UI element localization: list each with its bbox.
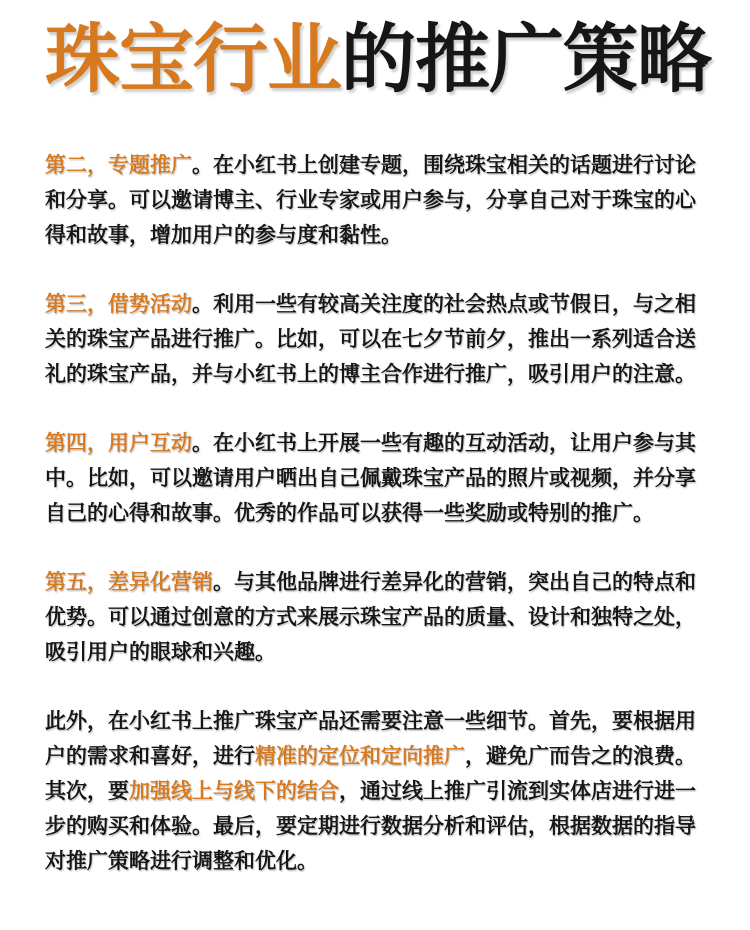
paragraphs bbox=[45, 148, 705, 879]
text-segment: 。与其他品牌进行差异化的营销，突出自己的特点和优势。可以通过创意的方式来展示珠宝产品的质量、设计和独特之处，吸引用户的眼球和兴趣。 bbox=[45, 571, 696, 665]
text-segment: 。利用一些有较高关注度的社会热点或节假日，与之相关的珠宝产品进行推广。比如，可以在七夕节前夕，推出一系列适合送礼的珠宝产品，并与小红书上的博主合作进行推广，吸引用户的注意。 bbox=[45, 293, 696, 387]
accent-text-segment: 加强线上与线下的结合 bbox=[129, 780, 339, 804]
accent-text-segment: 精准的定位和定向推广 bbox=[255, 745, 465, 769]
accent-text-segment: 第三，借势活动 bbox=[45, 293, 192, 317]
accent-text-segment: 第二，专题推广 bbox=[45, 154, 192, 178]
paragraph bbox=[45, 148, 705, 253]
page-title bbox=[45, 16, 712, 102]
paragraph bbox=[45, 565, 705, 670]
page-title-highlight: 珠宝行业 bbox=[45, 17, 342, 101]
text-segment: ，避免广而告之的浪费。其次，要 bbox=[45, 745, 696, 804]
text-segment: ，通过线上推广引流到实体店进行进一步的购买和体验。最后，要定期进行数据分析和评估，根据数据的指导对推广策略进行调整和优化。 bbox=[45, 780, 696, 874]
paragraph bbox=[45, 287, 705, 392]
page-title-rest: 的推广策略 bbox=[341, 17, 712, 101]
accent-text-segment: 第五，差异化营销 bbox=[45, 571, 213, 595]
accent-text-segment: 第四，用户互动 bbox=[45, 432, 192, 456]
text-segment: 。在小红书上开展一些有趣的互动活动，让用户参与其中。比如，可以邀请用户晒出自己佩戴珠宝产品的照片或视频，并分享自己的心得和故事。优秀的作品可以获得一些奖励或特别的推广。 bbox=[45, 432, 696, 526]
text-segment: 此外，在小红书上推广珠宝产品还需要注意一些细节。首先，要根据用户的需求和喜好，进行 bbox=[45, 710, 696, 769]
paragraph bbox=[45, 426, 705, 531]
paragraph bbox=[45, 704, 705, 879]
text-segment: 。在小红书上创建专题，围绕珠宝相关的话题进行讨论和分享。可以邀请博主、行业专家或用户参与，分享自己对于珠宝的心得和故事，增加用户的参与度和黏性。 bbox=[45, 154, 696, 248]
